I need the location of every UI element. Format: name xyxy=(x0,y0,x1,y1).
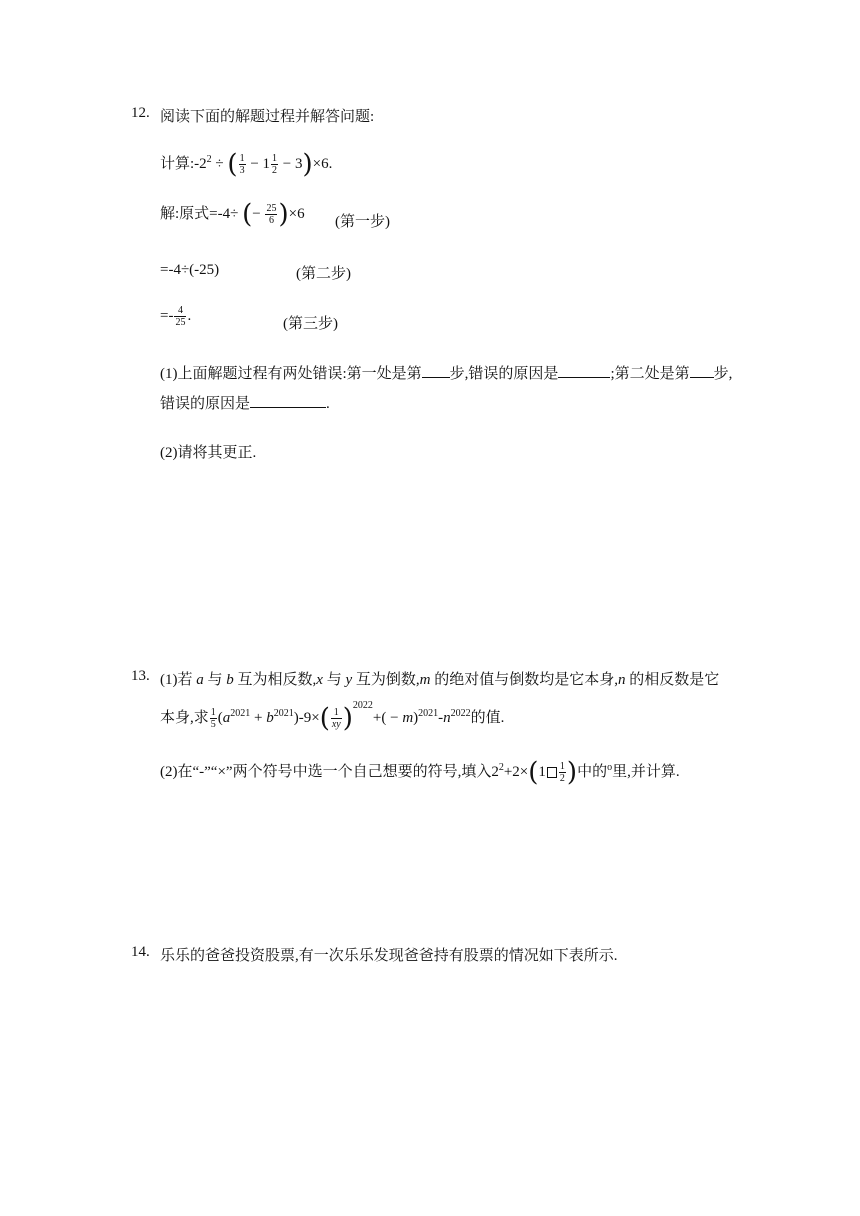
q13-number: 13. xyxy=(131,668,150,684)
fraction-part: 2 xyxy=(272,165,278,177)
q12-part1-line1: (1)上面解题过程有两处错误:第一处是第 步,错误的原因是 ;第二处是第 步, xyxy=(160,366,733,382)
q12-calc-line: 计算$:-2^2$ ÷ ( $\frac{1}{3}$ − 1 $\frac{1}{2}$ − 3)×6. xyxy=(160,149,333,180)
fraction xyxy=(265,203,277,226)
fraction-part: 25 xyxy=(175,317,186,328)
fraction-part: xy xyxy=(331,719,341,731)
fraction-part: 1 xyxy=(210,707,216,719)
fraction-part: 5 xyxy=(210,719,216,731)
fraction xyxy=(239,153,246,176)
fraction xyxy=(210,707,217,730)
fraction-part: 3 xyxy=(239,165,245,177)
fraction xyxy=(559,761,566,784)
blank-box-icon xyxy=(547,767,557,778)
q12-number: 12. xyxy=(131,105,150,121)
fraction-part: 1 xyxy=(331,707,342,719)
fraction-part: 4 xyxy=(174,305,186,317)
fraction-part: 1 xyxy=(272,153,278,165)
q12-solution-line2: =-4÷(-25) xyxy=(160,262,220,278)
q12-solution-line1: 解:原式=-4÷ (− $\frac{25}{6}$ )×6 xyxy=(160,199,305,230)
q12-step1-label: (第一步) xyxy=(335,214,390,230)
q12-step2-label: (第二步) xyxy=(296,266,351,282)
q12-part2: (2)请将其更正. xyxy=(160,445,257,461)
fraction-part: 1 xyxy=(559,761,565,773)
fraction-part: 6 xyxy=(268,215,274,227)
fraction-part: 2 xyxy=(559,773,565,785)
fraction xyxy=(271,153,278,176)
q14-text: 乐乐的爸爸投资股票,有一次乐乐发现爸爸持有股票的情况如下表所示. xyxy=(160,948,618,964)
fraction-part: 25 xyxy=(266,203,277,215)
q12-part1-line2: 错误的原因是 . xyxy=(160,396,330,412)
q13-line1: (1)若 a 与 b 互为相反数,x 与 y 互为倒数,m 的绝对值与倒数均是它本身,n 的相反数是它 xyxy=(160,672,720,688)
q13-line3: (2)在“-”“×”两个符号中选一个自己想要的符号,填入$2^2+2\times(1$ $\frac{1}{2}$ )中的$^o$里,并计算. xyxy=(160,757,680,788)
q12-step3-label: (第三步) xyxy=(283,316,338,332)
q14-number: 14. xyxy=(131,944,150,960)
fraction xyxy=(331,707,342,730)
fraction xyxy=(174,305,186,328)
q12-solution-line3: =- $\frac{4}{25}$ . xyxy=(160,305,192,328)
q12-intro: 阅读下面的解题过程并解答问题: xyxy=(160,109,375,125)
fraction-part: 1 xyxy=(239,153,245,165)
q13-line2: 本身,求 $\frac{1}{5}$ $(a^{2021} + b^{2021})-9\times$( $\frac{1}{xy}$ )$^{2022}+( - m)^{2021}-n^{2022}$的值. xyxy=(160,700,505,734)
